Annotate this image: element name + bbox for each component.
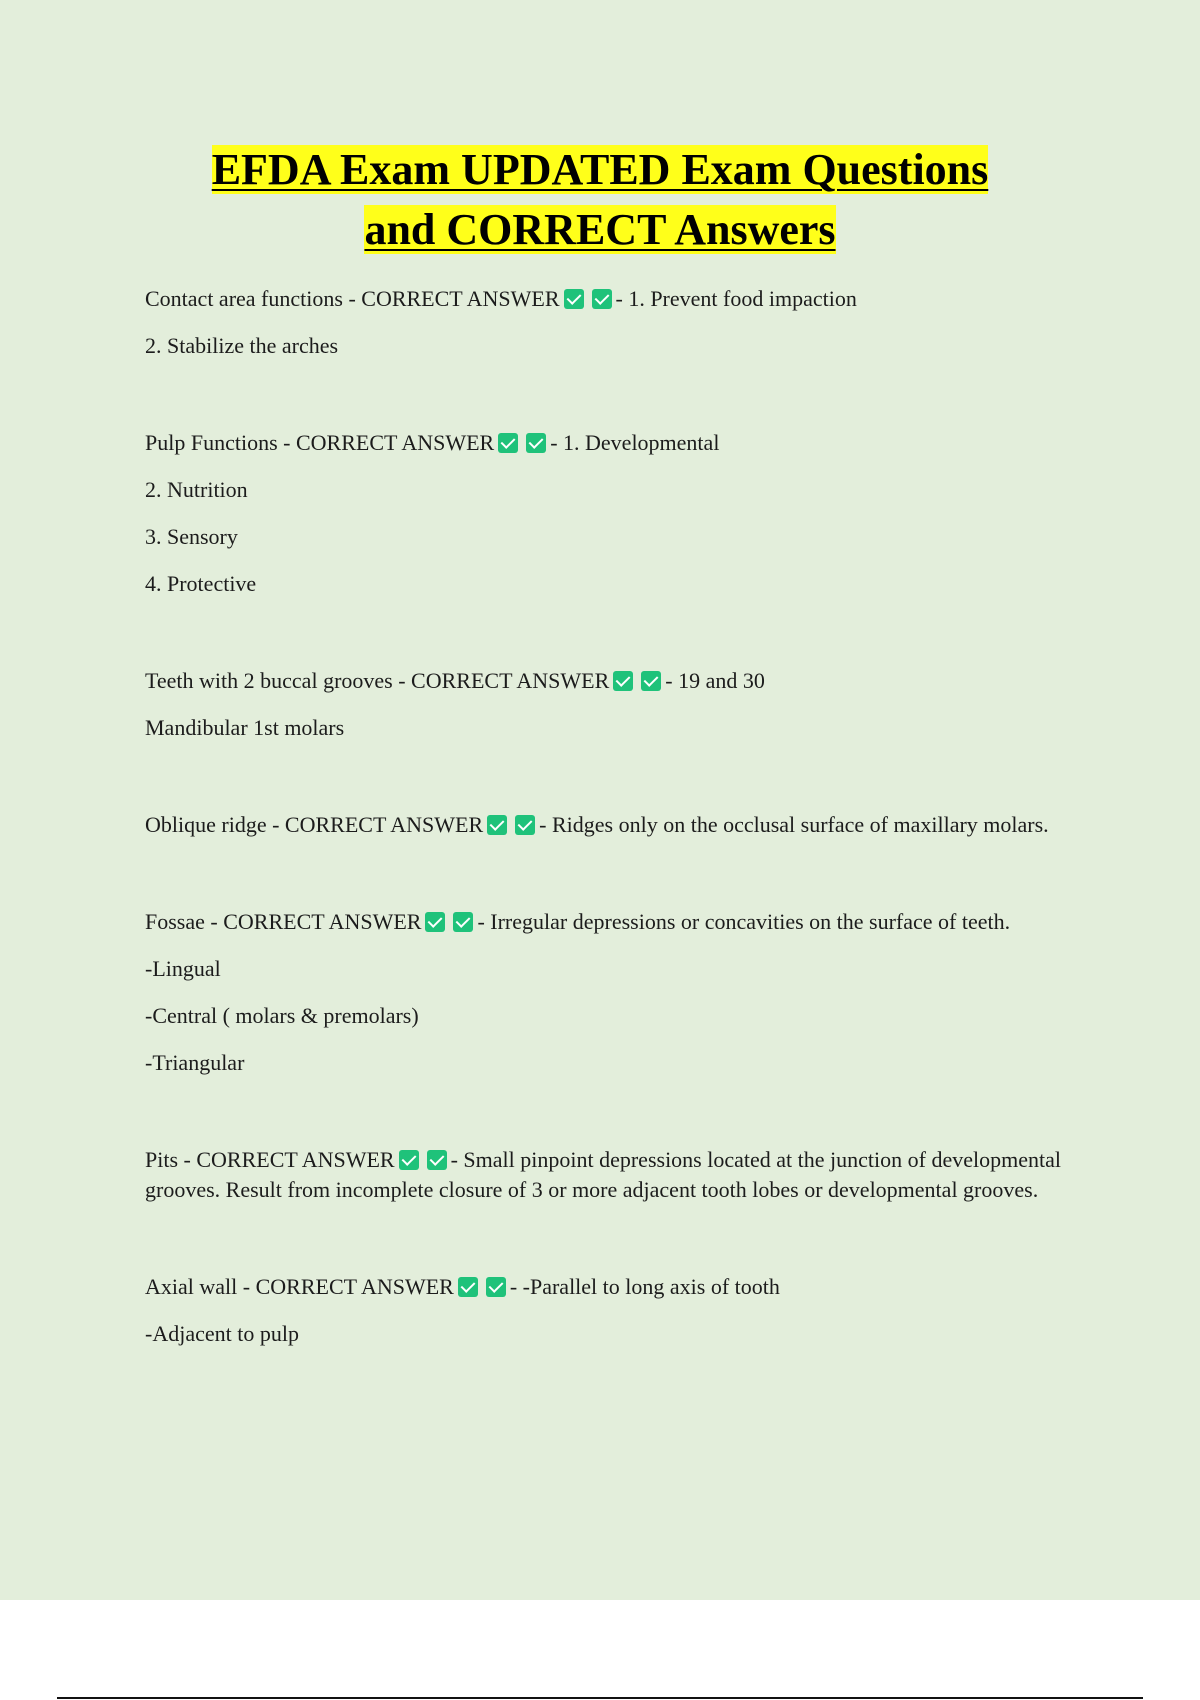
- check-icon: [399, 1150, 419, 1170]
- qa-answer: - 19 and 30: [665, 668, 765, 693]
- check-icon: [515, 815, 535, 835]
- qa-answer: - -Parallel to long axis of tooth: [509, 1274, 780, 1299]
- title-line-2: and CORRECT Answers: [364, 205, 836, 254]
- qa-question-line: [145, 1145, 1075, 1205]
- qa-marker: - CORRECT ANSWER: [398, 668, 610, 693]
- qa-question-line: [145, 284, 1075, 314]
- qa-answer-line: 2. Nutrition: [145, 477, 248, 502]
- check-icon: [592, 289, 612, 309]
- title-line-1: EFDA Exam UPDATED Exam Questions: [211, 145, 989, 194]
- check-icon: [427, 1150, 447, 1170]
- qa-answer: - 1. Prevent food impaction: [615, 286, 857, 311]
- qa-marker: - CORRECT ANSWER: [183, 1147, 395, 1172]
- qa-answer-line: -Central ( molars & premolars): [145, 1003, 419, 1028]
- qa-entry: [145, 666, 1075, 743]
- check-icon: [425, 912, 445, 932]
- check-icon: [641, 671, 661, 691]
- qa-answer-line: Mandibular 1st molars: [145, 715, 345, 740]
- qa-term: Contact area functions: [145, 286, 343, 311]
- qa-question-line: [145, 666, 1075, 696]
- qa-term: Fossae: [145, 909, 205, 934]
- check-icon: [458, 1277, 478, 1297]
- qa-entry: [145, 284, 1075, 361]
- qa-entry: [145, 810, 1075, 840]
- qa-term: Teeth with 2 buccal grooves: [145, 668, 393, 693]
- footer-divider: [57, 1697, 1143, 1699]
- qa-answer-line: 3. Sensory: [145, 524, 238, 549]
- qa-answer: - Irregular depressions or concavities on the surface of teeth.: [477, 909, 1011, 934]
- qa-answer-line: 4. Protective: [145, 571, 257, 596]
- qa-question-line: [145, 428, 1075, 458]
- document-title: [100, 140, 1100, 260]
- qa-entry: [145, 1272, 1075, 1349]
- qa-answer: - Ridges only on the occlusal surface of maxillary molars.: [539, 812, 1049, 837]
- qa-marker: - CORRECT ANSWER: [348, 286, 560, 311]
- qa-question-line: [145, 1272, 1075, 1302]
- check-icon: [487, 815, 507, 835]
- check-icon: [453, 912, 473, 932]
- qa-question-line: [145, 907, 1075, 937]
- qa-answer: - 1. Developmental: [550, 430, 720, 455]
- qa-answer-line: -Lingual: [145, 956, 221, 981]
- qa-term: Oblique ridge: [145, 812, 267, 837]
- qa-entry: [145, 1145, 1075, 1205]
- qa-answer-line: 2. Stabilize the arches: [145, 333, 339, 358]
- qa-marker: - CORRECT ANSWER: [242, 1274, 454, 1299]
- qa-content: [145, 284, 1075, 1366]
- check-icon: [498, 433, 518, 453]
- qa-entry: [145, 907, 1075, 1078]
- qa-answer-line: -Adjacent to pulp: [145, 1321, 299, 1346]
- qa-question-line: [145, 810, 1075, 840]
- check-icon: [564, 289, 584, 309]
- qa-term: Pulp Functions: [145, 430, 278, 455]
- check-icon: [526, 433, 546, 453]
- qa-answer-line: -Triangular: [145, 1050, 245, 1075]
- qa-marker: - CORRECT ANSWER: [283, 430, 495, 455]
- qa-term: Pits: [145, 1147, 179, 1172]
- qa-entry: [145, 428, 1075, 599]
- qa-marker: - CORRECT ANSWER: [210, 909, 422, 934]
- qa-term: Axial wall: [145, 1274, 238, 1299]
- check-icon: [613, 671, 633, 691]
- check-icon: [486, 1277, 506, 1297]
- qa-marker: - CORRECT ANSWER: [272, 812, 484, 837]
- qa-answer: - Small pinpoint depressions located at the junction of developmental grooves. Result from incomplete closure of 3 or more adjacent tooth lobes or developmental grooves.: [145, 1147, 1061, 1202]
